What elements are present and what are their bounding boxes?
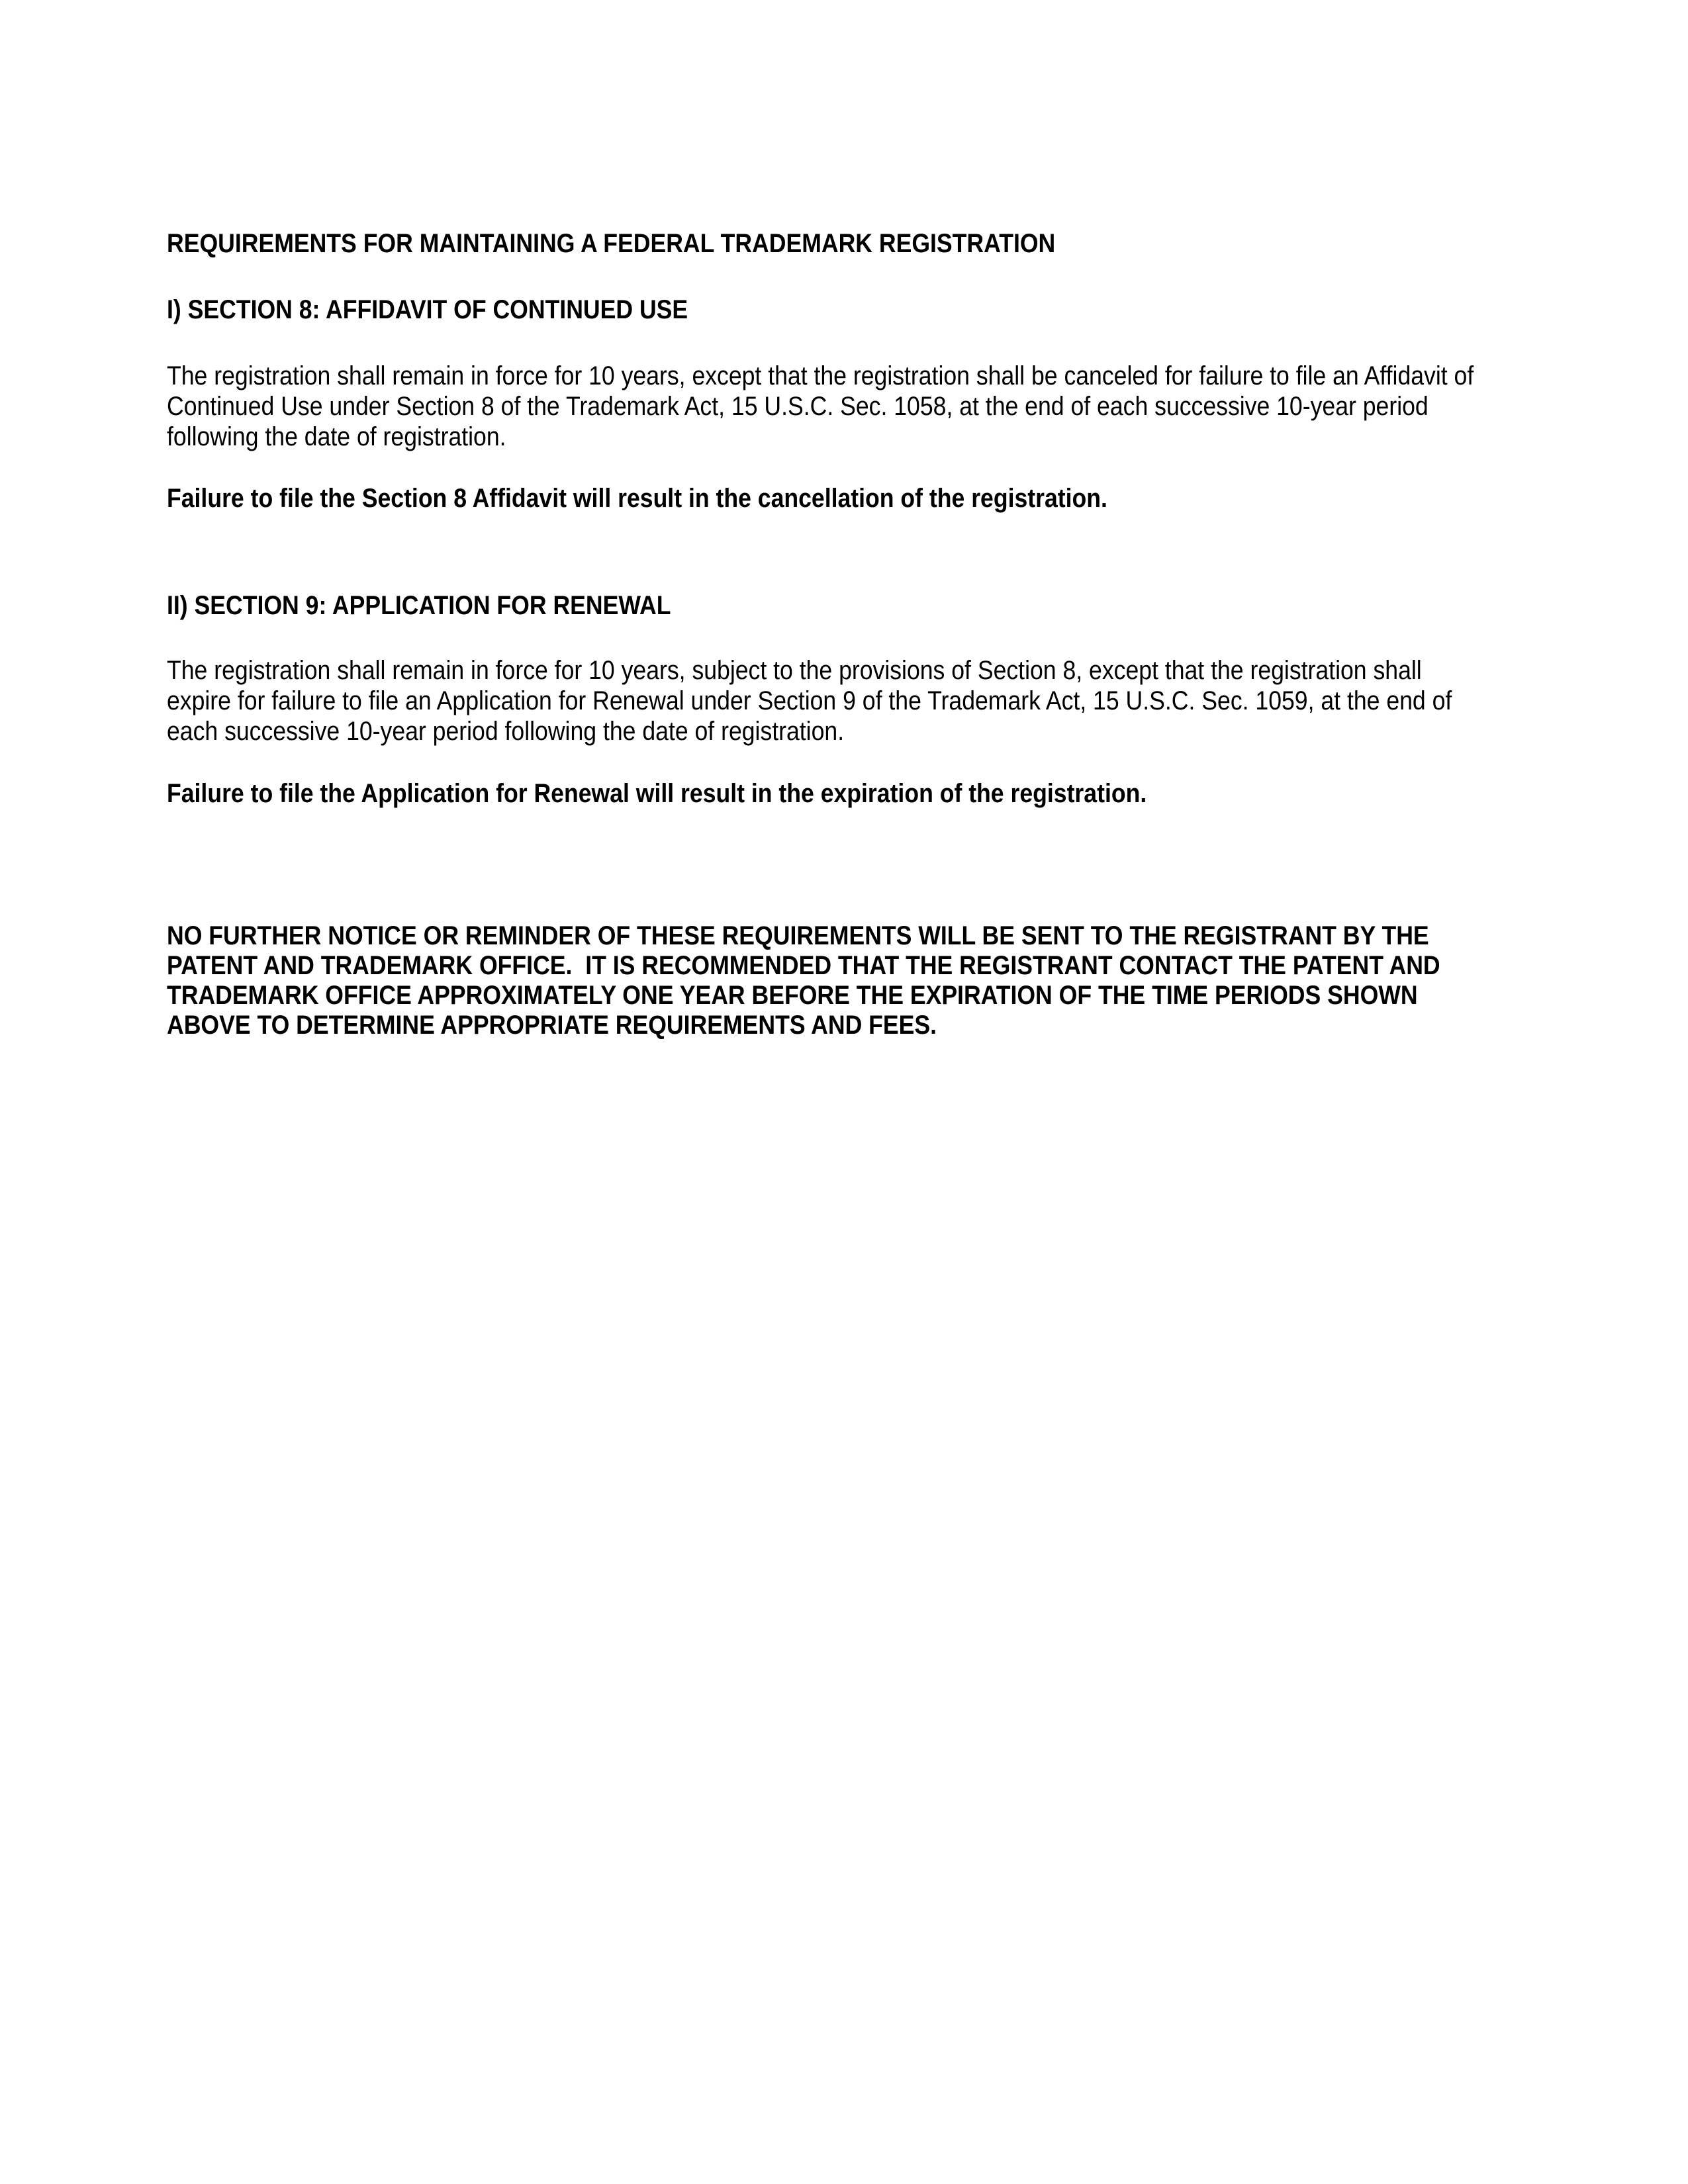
section-8-paragraph: The registration shall remain in force for 10 years, except that the registration shall be canceled for failure to file an Affidavit of Continued Use under Section 8 of the Trademark Act, 15 U.S.C. Sec. 1058, at the end of each successive 10-year period following the date of registration. <box>167 361 1474 451</box>
section-8-failure-notice: Failure to file the Section 8 Affidavit will result in the cancellation of the registration. <box>167 484 1107 513</box>
section-9-heading: II) SECTION 9: APPLICATION FOR RENEWAL <box>167 591 671 620</box>
document-title: REQUIREMENTS FOR MAINTAINING A FEDERAL TRADEMARK REGISTRATION <box>167 229 1056 258</box>
section-8-heading: I) SECTION 8: AFFIDAVIT OF CONTINUED USE <box>167 295 688 324</box>
section-9-paragraph: The registration shall remain in force for 10 years, subject to the provisions of Section 8, except that the registration shall expire for failure to file an Application for Renewal under Section 9 of the Trademark Act, 15 U.S.C. Sec. 1059, at the end of each successive 10-year period following the date of registration. <box>167 656 1452 746</box>
final-notice: NO FURTHER NOTICE OR REMINDER OF THESE REQUIREMENTS WILL BE SENT TO THE REGISTRANT BY THE PATENT AND TRADEMARK OFFICE. IT IS RECOMMENDED THAT THE REGISTRANT CONTACT THE PATENT AND TRADEMARK OFFICE APPROXIMATELY ONE YEAR BEFORE THE EXPIRATION OF THE TIME PERIODS SHOWN ABOVE TO DETERMINE APPROPRIATE REQUIREMENTS AND FEES. <box>167 921 1440 1040</box>
section-9-failure-notice: Failure to file the Application for Renewal will result in the expiration of the registration. <box>167 779 1147 808</box>
